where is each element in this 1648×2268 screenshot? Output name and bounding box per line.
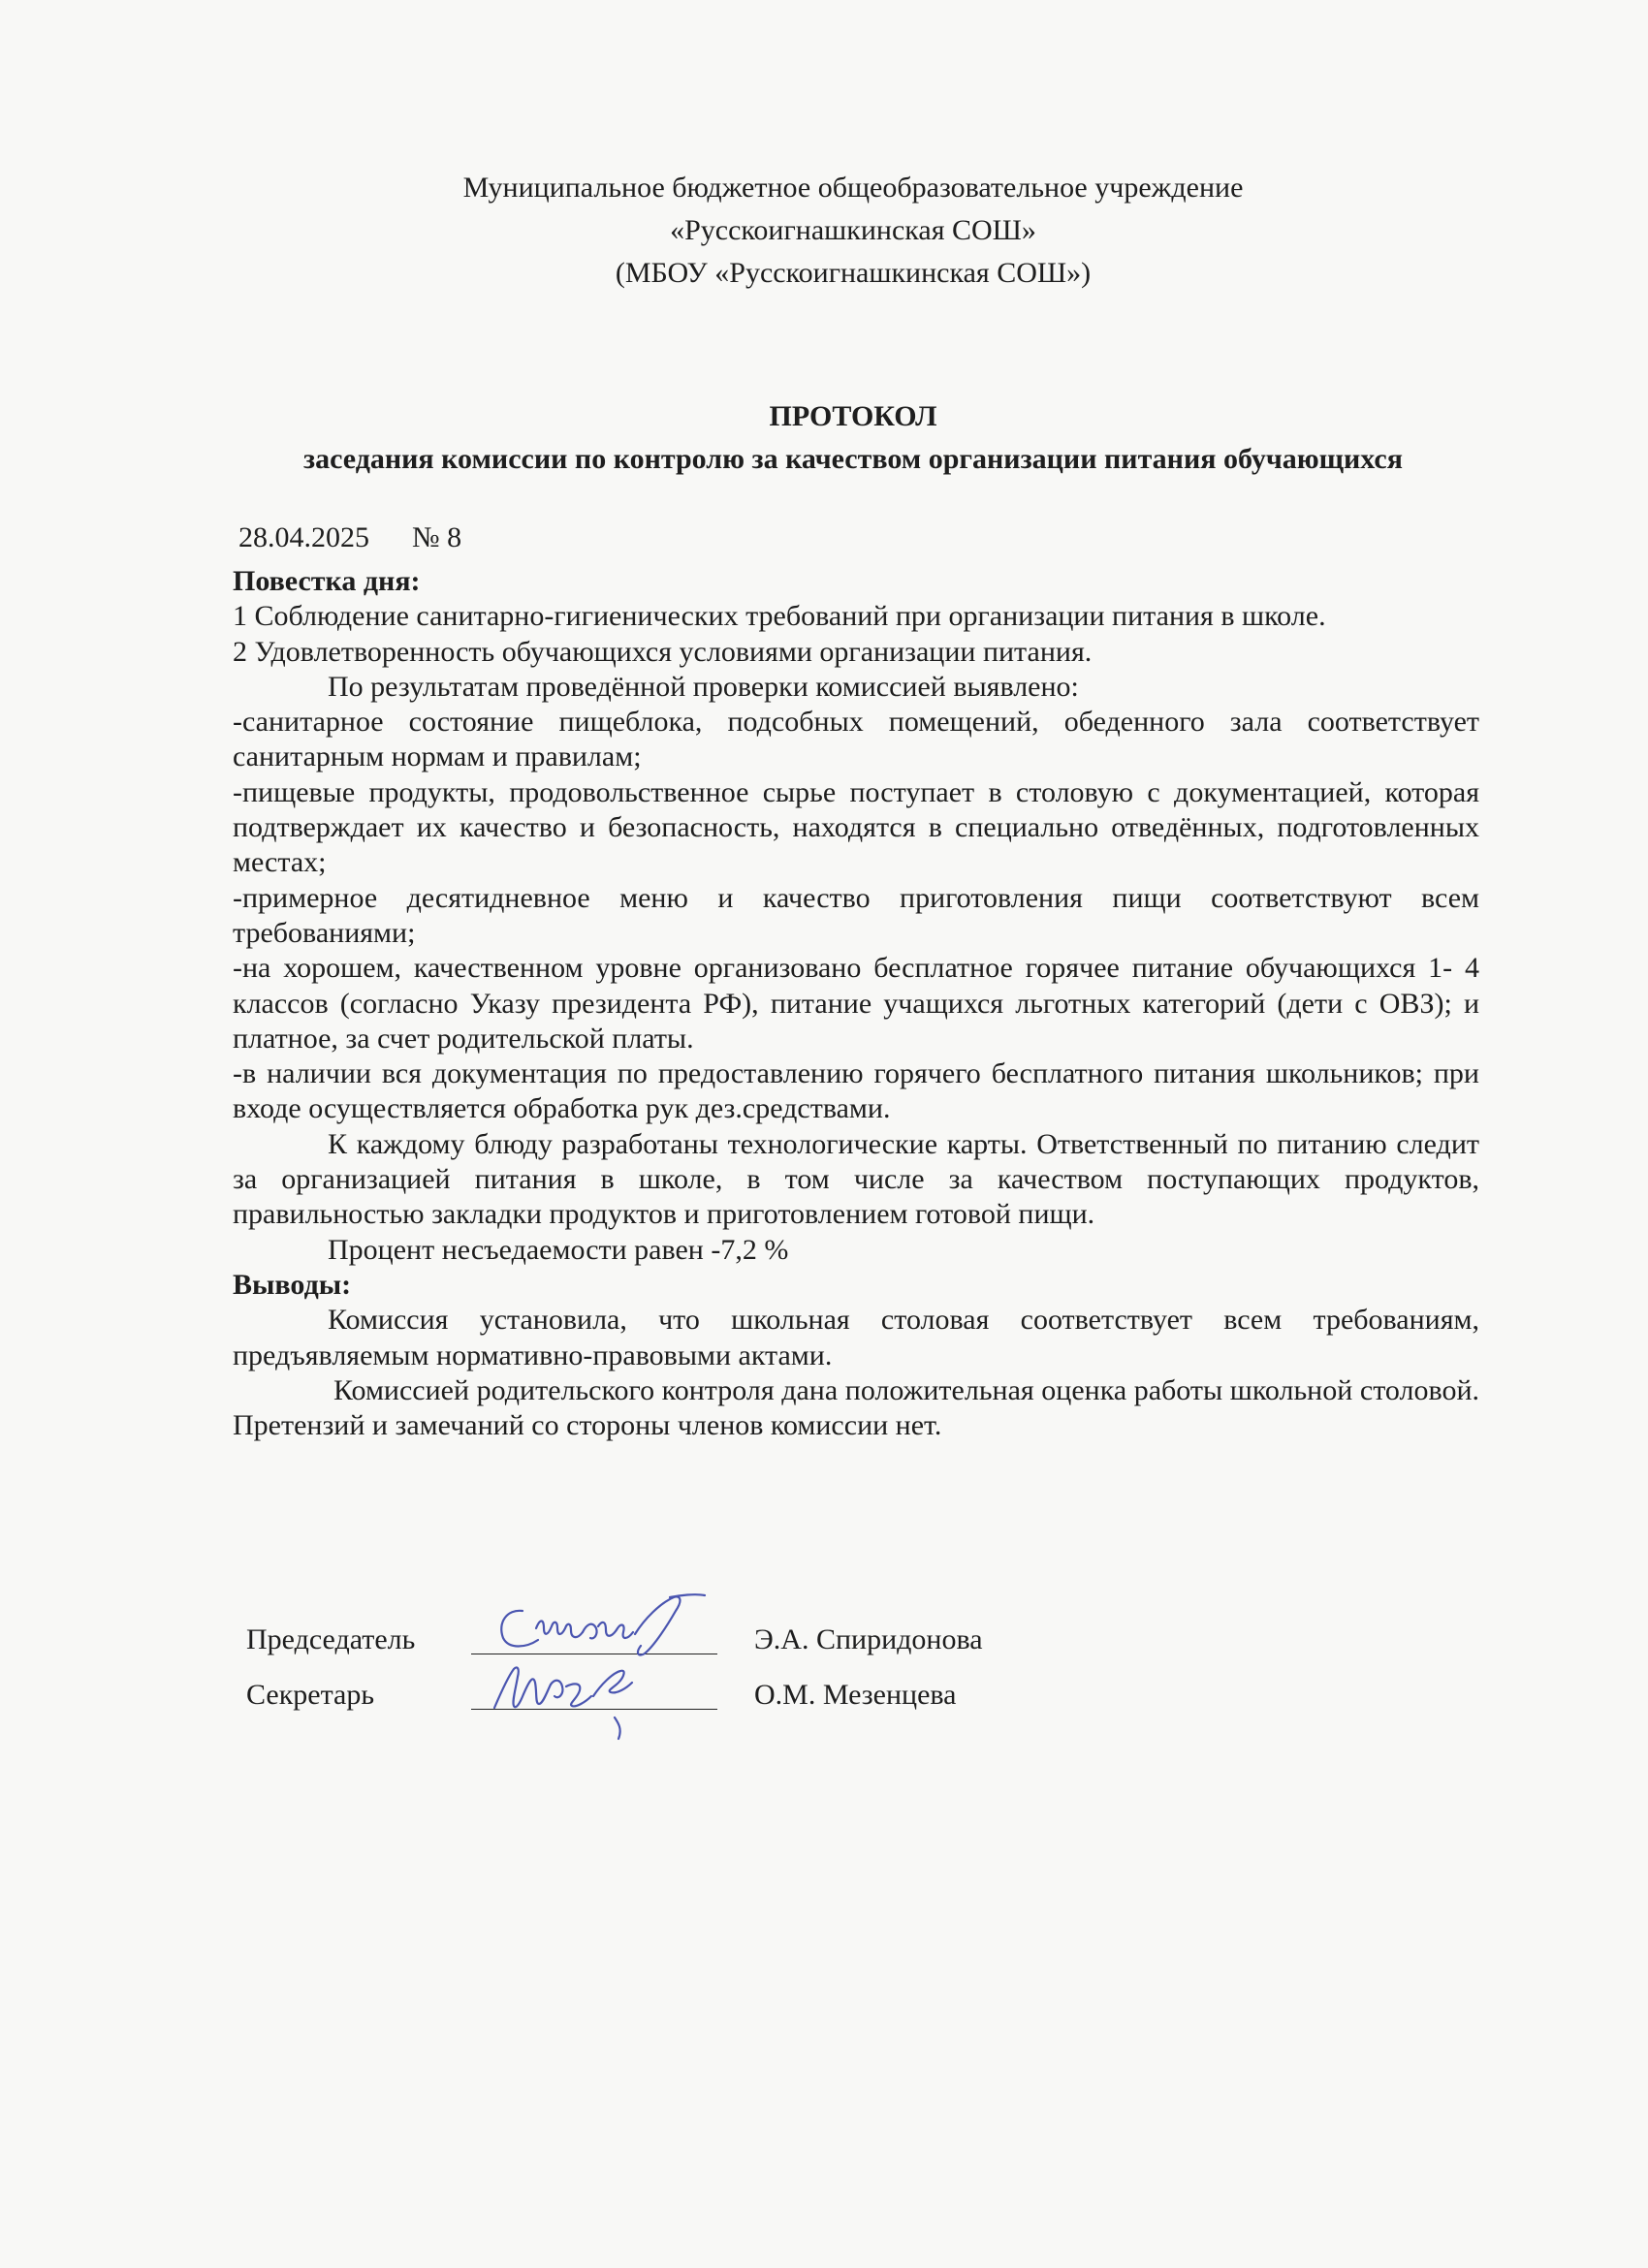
- findings-intro: По результатам проведённой проверки комиссией выявлено:: [328, 670, 1079, 703]
- waste-percent: Процент несъедаемости равен -7,2 %: [328, 1233, 789, 1266]
- agenda-item: 2 Удовлетворенность обучающихся условиями организации питания.: [233, 635, 1093, 668]
- conclusion-paragraph: Комиссия установила, что школьная столовая соответствует всем требованиям, предъявляемым нормативно-правовыми актами.: [233, 1304, 1479, 1371]
- institution-header: [233, 167, 1474, 295]
- protocol-date-number: [238, 519, 461, 557]
- finding-item: -санитарное состояние пищеблока, подсобных помещений, обеденного зала соответствует санитарным нормам и правилам;: [233, 706, 1479, 773]
- signature-name: О.М. Мезенцева: [754, 1679, 957, 1711]
- conclusion-paragraph: Комиссией родительского контроля дана положительная оценка работы школьной столовой. Претензий и замечаний со стороны членов комиссии нет.: [233, 1373, 1479, 1442]
- agenda-heading: Повестка дня:: [233, 565, 421, 597]
- agenda-item: 1 Соблюдение санитарно-гигиенических требований при организации питания в школе.: [233, 600, 1326, 633]
- protocol-title: ПРОТОКОЛ: [769, 400, 937, 432]
- finding-item: -в наличии вся документация по предоставлению горячего бесплатного питания школьников; при входе осуществляется обработка рук дез.средствами.: [233, 1057, 1479, 1125]
- institution-name: Муниципальное бюджетное общеобразовательное учреждение: [462, 172, 1244, 204]
- finding-item: -пищевые продукты, продовольственное сырье поступает в столовую с документацией, которая подтверждает их качество и безопасность, находятся в специально отведённых, подготовленных местах;: [233, 775, 1479, 879]
- school-abbreviation: (МБОУ «Русскоигнашкинская СОШ»): [615, 257, 1092, 289]
- finding-item: -на хорошем, качественном уровне организовано бесплатное горячее питание обучающихся 1- 4 классов (согласно Указу президента РФ), питание учащихся льготных категорий (дети с ОВЗ); и платное, за счет родительской платы.: [233, 952, 1479, 1055]
- signature-role: Секретарь: [246, 1679, 375, 1711]
- protocol-number: № 8: [412, 521, 462, 553]
- protocol-title-block: [174, 395, 1532, 481]
- protocol-date: 28.04.2025: [238, 521, 369, 553]
- signature-role: Председатель: [246, 1623, 416, 1655]
- finding-item: -примерное десятидневное меню и качество приготовления пищи соответствуют всем требованиями;: [233, 881, 1479, 949]
- secretary-signature: [485, 1648, 659, 1725]
- tech-cards-paragraph: К каждому блюду разработаны технологические карты. Ответственный по питанию следит за организацией питания в школе, в том числе за качеством поступающих продуктов, правильностью закладки продуктов и приготовлением готовой пищи.: [233, 1127, 1479, 1231]
- protocol-body: [233, 564, 1479, 1443]
- protocol-subtitle: заседания комиссии по контролю за качеством организации питания обучающихся: [303, 443, 1403, 475]
- conclusions-heading: Выводы:: [233, 1268, 352, 1301]
- signature-name: Э.А. Спиридонова: [754, 1623, 983, 1655]
- school-name: «Русскоигнашкинская СОШ»: [670, 214, 1036, 246]
